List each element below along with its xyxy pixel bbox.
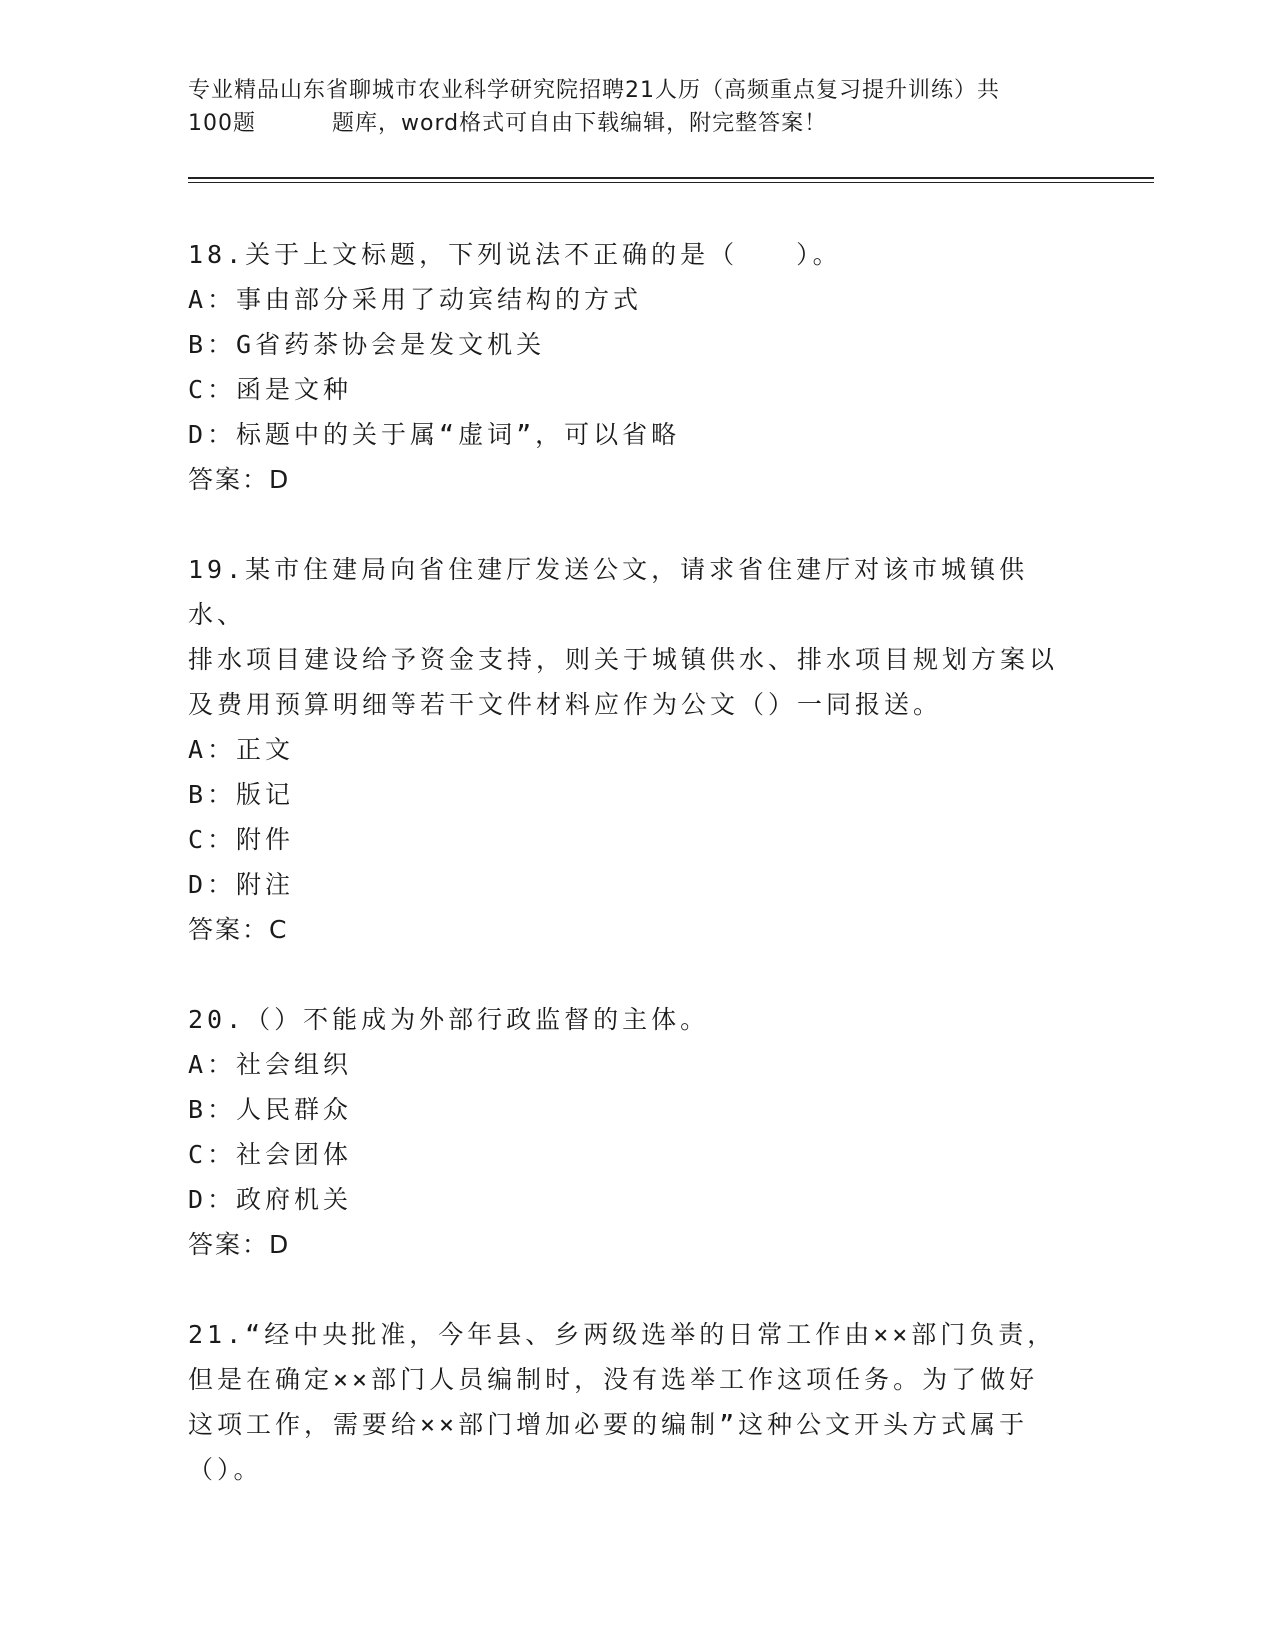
option-d: D：政府机关 bbox=[188, 1185, 353, 1214]
question-stem: 20.（）不能成为外部行政监督的主体。 bbox=[188, 1005, 710, 1034]
question-stem-line-2: 但是在确定××部门人员编制时，没有选举工作这项任务。为了做好 bbox=[188, 1365, 1039, 1394]
option-d: D：附注 bbox=[188, 870, 295, 899]
header-line-2-text: 题库，word格式可自由下载编辑，附完整答案！ bbox=[332, 111, 828, 136]
question-stem-line-1: 19.某市住建局向省住建厅发送公文，请求省住建厅对该市城镇供水、 bbox=[188, 555, 1029, 629]
option-a: A：正文 bbox=[188, 735, 295, 764]
question-stem-line-4: （）。 bbox=[188, 1455, 263, 1484]
question-stem: 18.关于上文标题，下列说法不正确的是（ ）。 bbox=[188, 240, 842, 269]
header-rule-thin bbox=[188, 182, 1154, 183]
answer: 答案：D bbox=[188, 1230, 291, 1259]
question-stem-line-1: 21.“经中央批准，今年县、乡两级选举的日常工作由××部门负责， bbox=[188, 1320, 1057, 1349]
question-20 bbox=[188, 997, 1068, 1267]
option-c: C：社会团体 bbox=[188, 1140, 353, 1169]
question-stem-line-3: 这项工作，需要给××部门增加必要的编制”这种公文开头方式属于 bbox=[188, 1410, 1029, 1439]
question-19 bbox=[188, 547, 1068, 952]
option-c: C：附件 bbox=[188, 825, 295, 854]
document-header bbox=[188, 74, 1088, 140]
option-d: D：标题中的关于属“虚词”，可以省略 bbox=[188, 420, 681, 449]
option-a: A：事由部分采用了动宾结构的方式 bbox=[188, 285, 643, 314]
question-stem-line-3: 及费用预算明细等若干文件材料应作为公文（）一同报送。 bbox=[188, 690, 943, 719]
header-line-1: 专业精品山东省聊城市农业科学研究院招聘21人历（高频重点复习提升训练）共 bbox=[188, 78, 1000, 103]
question-18 bbox=[188, 232, 1068, 502]
header-line-2-count: 100题 bbox=[188, 111, 256, 136]
option-b: B：G省药茶协会是发文机关 bbox=[188, 330, 546, 359]
option-b: B：版记 bbox=[188, 780, 295, 809]
question-list bbox=[188, 232, 1068, 1492]
option-c: C：函是文种 bbox=[188, 375, 353, 404]
answer: 答案：C bbox=[188, 915, 289, 944]
option-b: B：人民群众 bbox=[188, 1095, 353, 1124]
answer: 答案：D bbox=[188, 465, 291, 494]
question-stem-line-2: 排水项目建设给予资金支持，则关于城镇供水、排水项目规划方案以 bbox=[188, 645, 1059, 674]
option-a: A：社会组织 bbox=[188, 1050, 353, 1079]
question-21 bbox=[188, 1312, 1068, 1492]
header-rule-thick bbox=[188, 177, 1154, 179]
header-line-2 bbox=[188, 107, 1088, 140]
